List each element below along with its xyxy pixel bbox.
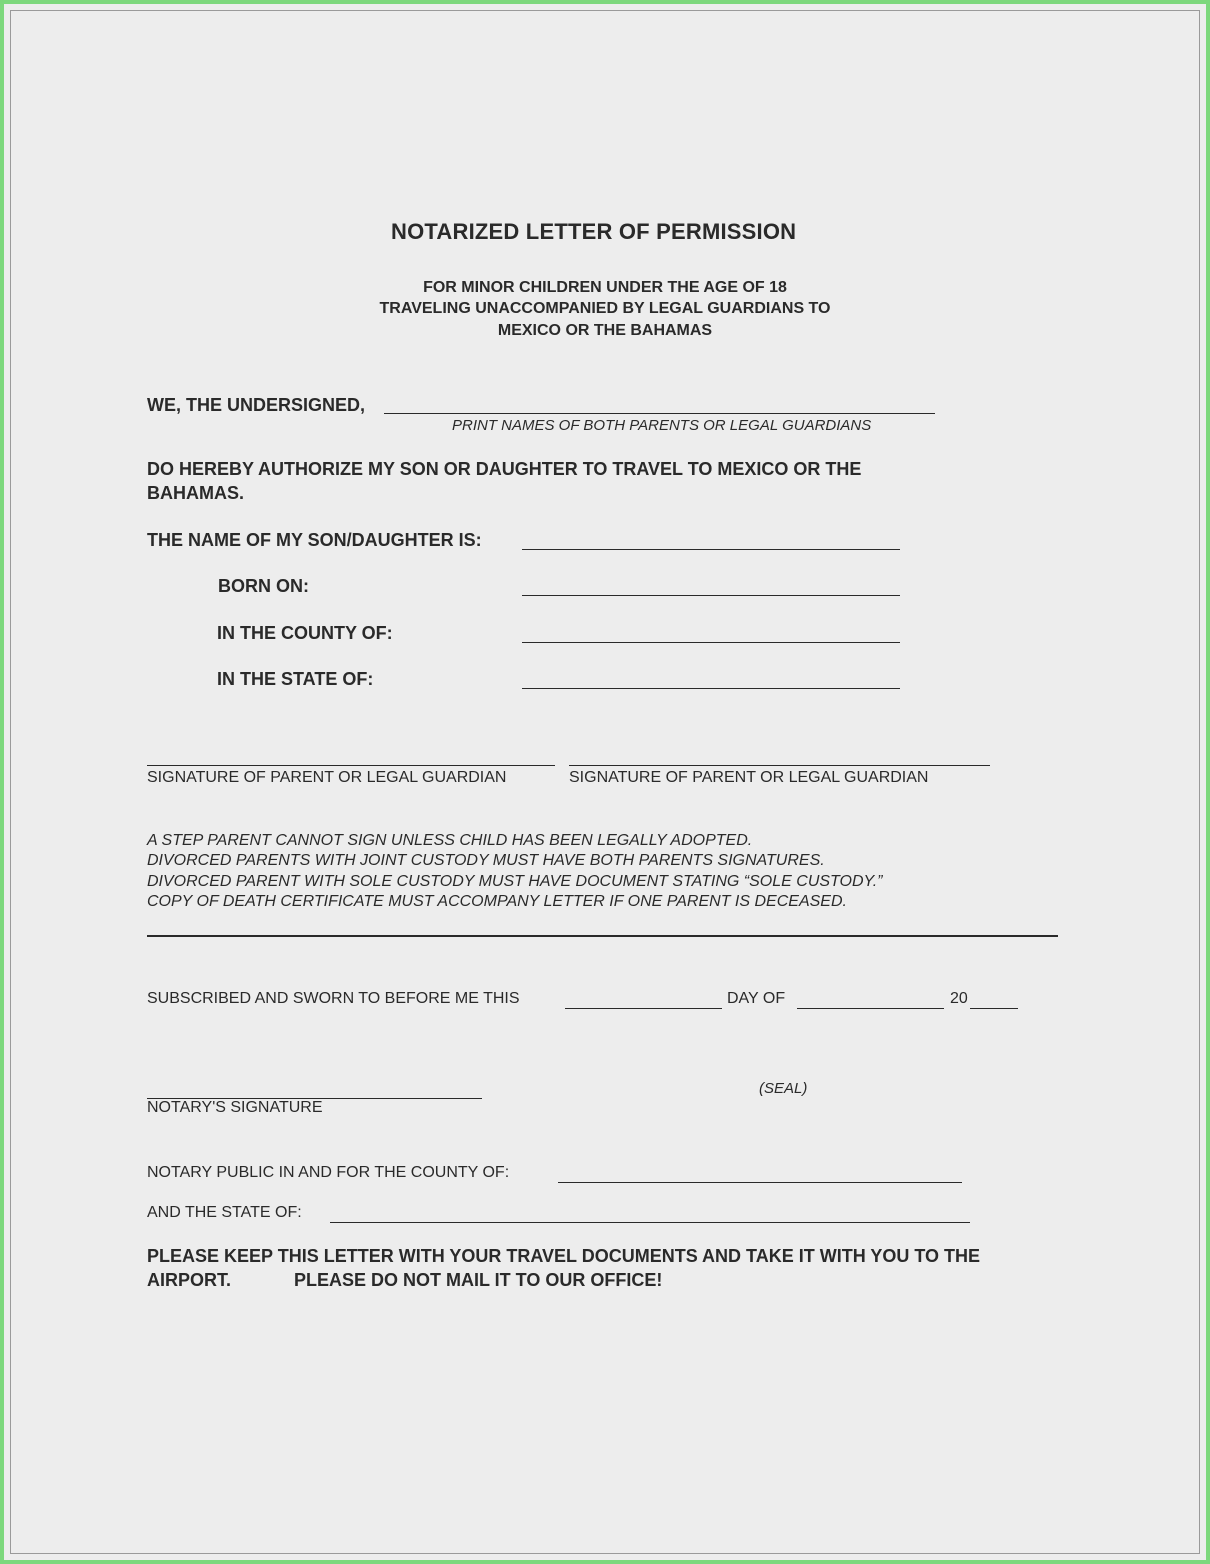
child-name-blank[interactable]: [522, 532, 900, 550]
sworn-text: SUBSCRIBED AND SWORN TO BEFORE ME THIS: [147, 990, 520, 1007]
notary-signature-label: NOTARY'S SIGNATURE: [147, 1099, 323, 1116]
seal-label: (SEAL): [759, 1080, 808, 1097]
county-label: IN THE COUNTY OF:: [217, 623, 393, 643]
sworn-day-blank[interactable]: [565, 992, 722, 1009]
signature-left-label: SIGNATURE OF PARENT OR LEGAL GUARDIAN: [147, 769, 507, 786]
note-joint-custody: DIVORCED PARENTS WITH JOINT CUSTODY MUST HAVE BOTH PARENTS SIGNATURES.: [147, 852, 825, 869]
note-step-parent: A STEP PARENT CANNOT SIGN UNLESS CHILD HAS BEEN LEGALLY ADOPTED.: [147, 832, 753, 849]
state-label: IN THE STATE OF:: [217, 669, 374, 689]
undersigned-hint: PRINT NAMES OF BOTH PARENTS OR LEGAL GUARDIANS: [452, 417, 872, 434]
notary-signature-blank[interactable]: [147, 1082, 482, 1099]
sworn-year-prefix: 20: [950, 990, 968, 1007]
footer-line-1: PLEASE KEEP THIS LETTER WITH YOUR TRAVEL DOCUMENTS AND TAKE IT WITH YOU TO THE: [147, 1246, 981, 1266]
born-on-blank[interactable]: [522, 578, 900, 596]
footer-airport: AIRPORT.: [147, 1270, 232, 1290]
notary-state-label: AND THE STATE OF:: [147, 1204, 302, 1221]
footer-do-not-mail: PLEASE DO NOT MAIL IT TO OUR OFFICE!: [294, 1270, 663, 1290]
authorize-line-2: BAHAMAS.: [147, 483, 244, 503]
born-on-label: BORN ON:: [218, 576, 309, 596]
document-title: NOTARIZED LETTER OF PERMISSION: [391, 219, 797, 244]
sworn-year-blank[interactable]: [970, 992, 1018, 1009]
notary-state-blank[interactable]: [330, 1206, 970, 1223]
signature-left-blank[interactable]: [147, 750, 555, 766]
state-blank[interactable]: [522, 671, 900, 689]
section-divider: [147, 920, 1058, 937]
signature-right-blank[interactable]: [569, 750, 990, 766]
subtitle-line-2: TRAVELING UNACCOMPANIED BY LEGAL GUARDIANS TO: [379, 300, 831, 317]
notary-county-blank[interactable]: [558, 1166, 962, 1183]
subtitle-line-3: MEXICO OR THE BAHAMAS: [497, 322, 713, 339]
sworn-day-of: DAY OF: [727, 990, 786, 1007]
undersigned-blank[interactable]: [384, 395, 935, 414]
child-name-label: THE NAME OF MY SON/DAUGHTER IS:: [147, 530, 482, 550]
undersigned-label: WE, THE UNDERSIGNED,: [147, 395, 366, 415]
county-blank[interactable]: [522, 625, 900, 643]
subtitle-line-1: FOR MINOR CHILDREN UNDER THE AGE OF 18: [423, 279, 787, 296]
note-death-certificate: COPY OF DEATH CERTIFICATE MUST ACCOMPANY LETTER IF ONE PARENT IS DECEASED.: [147, 893, 847, 910]
sworn-month-blank[interactable]: [797, 992, 944, 1009]
notary-county-label: NOTARY PUBLIC IN AND FOR THE COUNTY OF:: [147, 1164, 510, 1181]
note-sole-custody: DIVORCED PARENT WITH SOLE CUSTODY MUST HAVE DOCUMENT STATING “SOLE CUSTODY.”: [147, 873, 883, 890]
authorize-line-1: DO HEREBY AUTHORIZE MY SON OR DAUGHTER TO TRAVEL TO MEXICO OR THE: [147, 459, 862, 479]
signature-right-label: SIGNATURE OF PARENT OR LEGAL GUARDIAN: [569, 769, 929, 786]
